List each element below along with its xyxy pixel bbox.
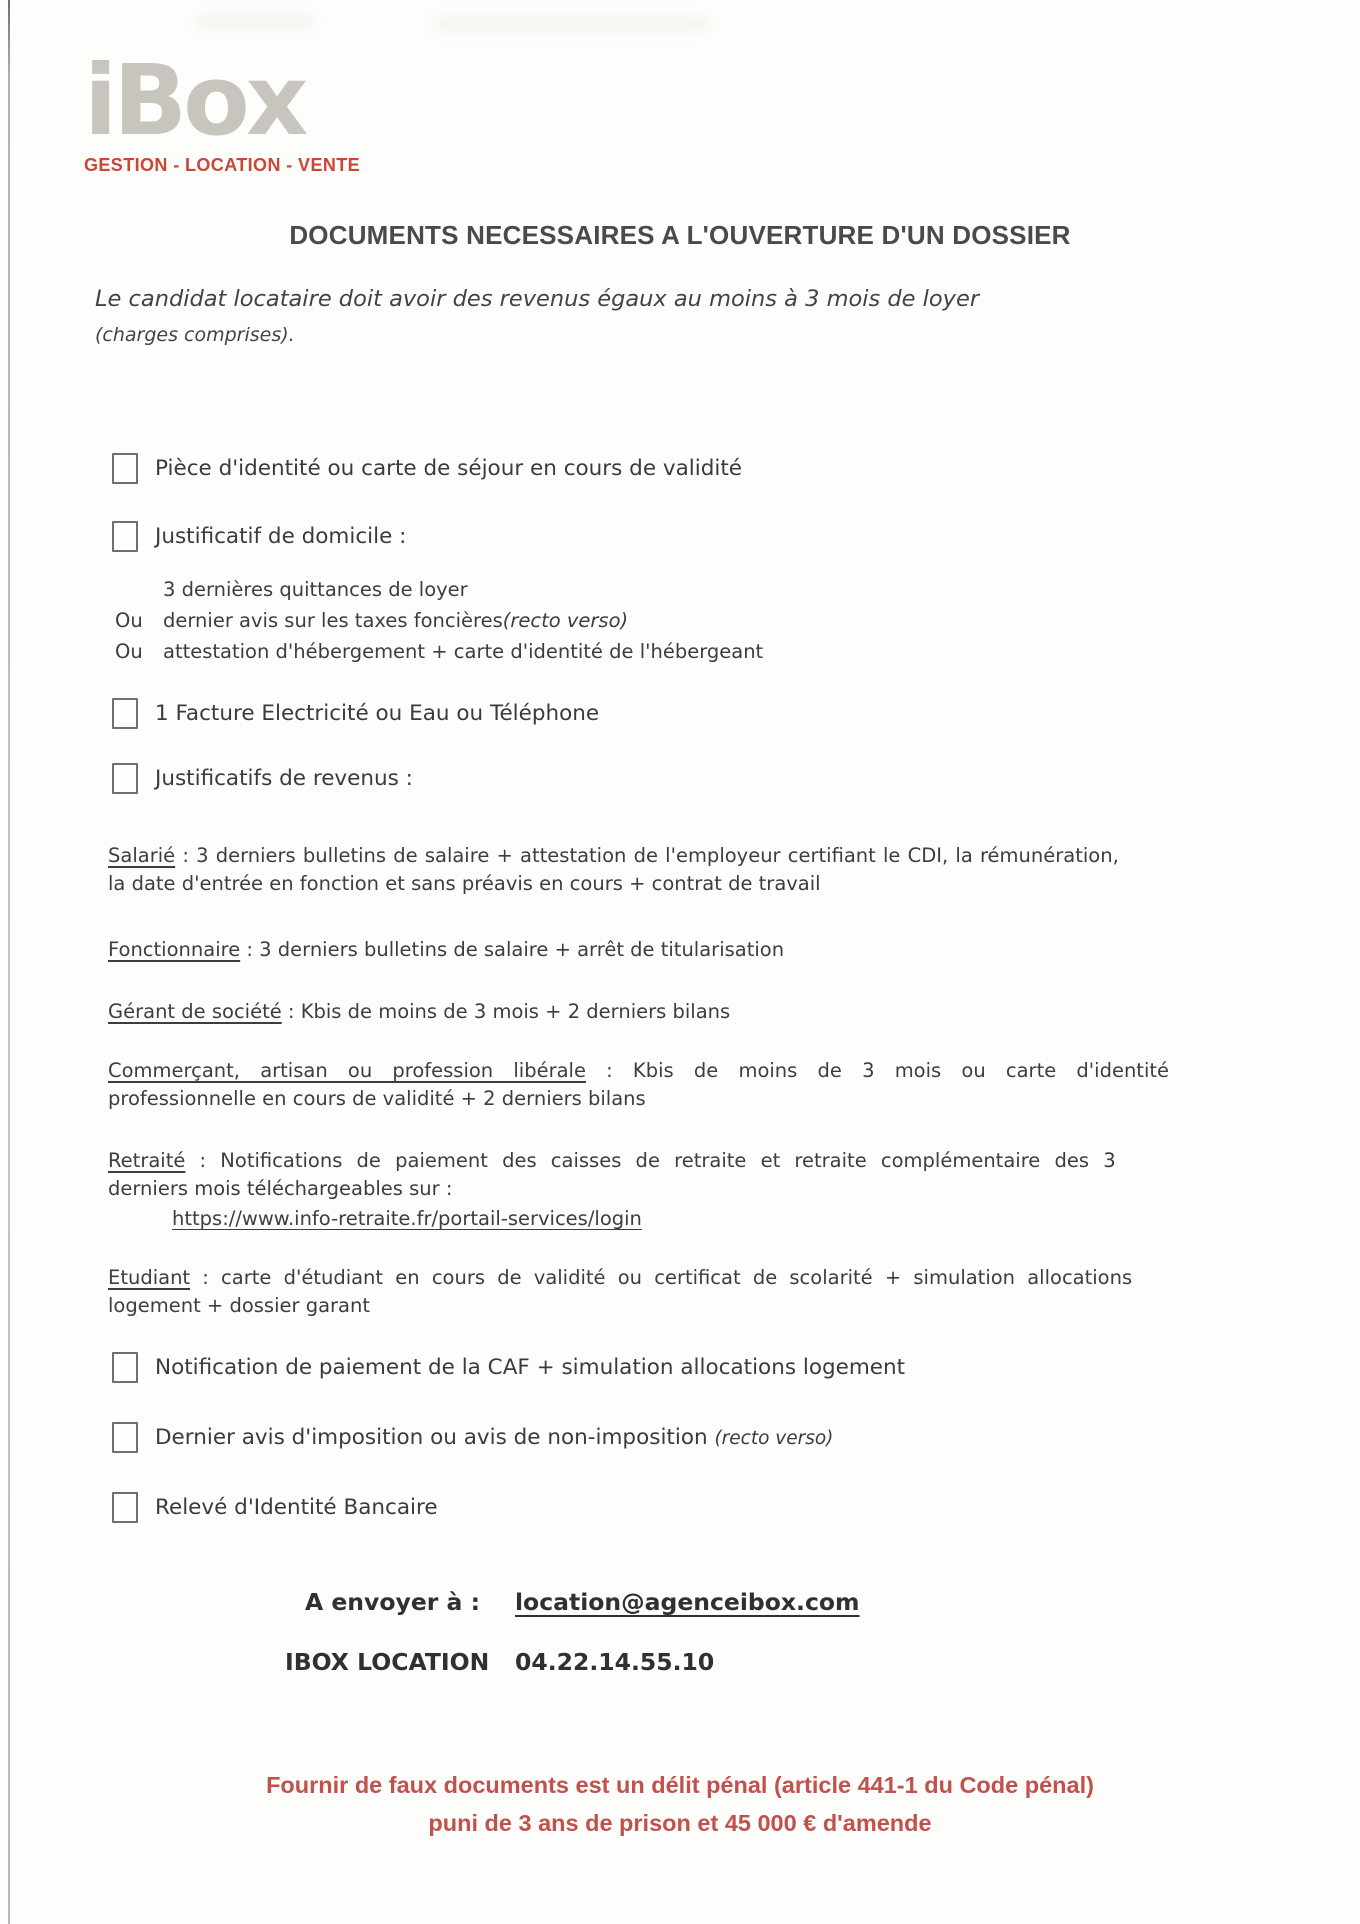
section-lead: Fonctionnaire [108,938,241,961]
section-commercant [108,1057,1288,1113]
section-line [108,1147,1288,1175]
section-etudiant [108,1264,1288,1320]
domicile-option [115,605,763,636]
section-text: : Kbis de moins de 3 mois + 2 derniers bilans [281,1000,731,1023]
legal-warning [0,1766,1360,1842]
agency-contact-row [0,1648,1360,1682]
section-line: professionnelle en cours de validité + 2 derniers bilans [108,1087,646,1110]
agency-phone: 04.22.14.55.10 [515,1648,715,1676]
scan-smudge [430,16,710,32]
section-lead: Retraité [108,1149,186,1172]
checkbox-icon [112,1352,138,1383]
option-text: 3 dernières quittances de loyer [163,578,468,601]
agency-logo [84,44,361,176]
option-italic: (recto verso) [502,609,629,632]
section-line [108,998,1288,1026]
checkbox-icon [112,763,138,794]
warning-line-1: Fournir de faux documents est un délit pénal (article 441-1 du Code pénal) [266,1772,1094,1798]
section-lead: Etudiant [108,1266,191,1289]
checklist-item-piece-identite [112,453,742,484]
section-retraite [108,1147,1288,1233]
section-line [108,1057,1288,1085]
section-lead: Commerçant, artisan ou profession libérale [108,1059,586,1082]
intro-paragraph [95,286,979,346]
option-prefix: Ou [115,640,143,663]
section-text: : carte d'étudiant en cours de validité ou certificat de scolarité + simulation allocations [190,1266,1133,1289]
checklist-label: 1 Facture Electricité ou Eau ou Téléphone [155,701,600,726]
checklist-label [155,1425,833,1450]
agency-name: IBOX LOCATION [285,1648,490,1676]
section-text: : 3 derniers bulletins de salaire + attestation de l'employeur certifiant le CDI, la rémunération, [175,844,1119,867]
option-prefix: Ou [115,609,143,632]
checklist-label-text: Dernier avis d'imposition ou avis de non-imposition [155,1425,715,1450]
scan-smudge [195,14,315,30]
checkbox-icon [112,521,138,552]
retraite-portal-link[interactable]: https://www.info-retraite.fr/portail-services/login [172,1207,642,1230]
intro-line-1: Le candidat locataire doit avoir des revenus égaux au moins à 3 mois de loyer [95,286,980,312]
section-line [108,936,1288,964]
checkbox-icon [112,1492,138,1523]
checklist-label: Pièce d'identité ou carte de séjour en cours de validité [155,456,743,481]
section-line: derniers mois téléchargeables sur : [108,1177,453,1200]
checklist-label-italic: (recto verso) [714,1428,834,1449]
checklist-item-avis-imposition [112,1422,833,1453]
section-fonctionnaire [108,936,1288,964]
section-text: : 3 derniers bulletins de salaire + arrêt de titularisation [240,938,785,961]
section-line [108,1264,1288,1292]
option-text: attestation d'hébergement + carte d'identité de l'hébergeant [163,640,764,663]
checklist-item-justificatif-domicile [112,521,406,552]
section-line: logement + dossier garant [108,1294,371,1317]
domicile-option [115,636,763,667]
checklist-label: Justificatif de domicile : [155,524,407,549]
domicile-option [115,574,763,605]
warning-line-2: puni de 3 ans de prison et 45 000 € d'amende [428,1810,932,1836]
scan-edge-line [8,0,10,1924]
section-line: la date d'entrée en fonction et sans préavis en cours + contrat de travail [108,872,821,895]
checklist-item-rib [112,1492,438,1523]
section-text: : Kbis de moins de 3 mois ou carte d'identité [585,1059,1170,1082]
section-salarie [108,842,1288,898]
checklist-label-text: Relevé d'Identité Bancaire [155,1495,438,1520]
checklist-item-facture [112,698,599,729]
checklist-label [155,1355,905,1380]
checklist-label-text: Notification de paiement de la CAF + simulation allocations logement [155,1355,906,1380]
section-lead: Salarié [108,844,176,867]
section-line [108,842,1288,870]
send-to-label: A envoyer à : [305,1588,480,1616]
send-email-link[interactable]: location@agenceibox.com [515,1588,860,1616]
checklist-label [155,1495,438,1520]
checkbox-icon [112,1422,138,1453]
checklist-label: Justificatifs de revenus : [155,766,413,791]
section-text: : Notifications de paiement des caisses de retraite et retraite complémentaire des 3 [185,1149,1116,1172]
checklist-item-justificatifs-revenus [112,763,413,794]
option-text: dernier avis sur les taxes foncières [163,609,503,632]
domicile-options-list [115,574,763,667]
section-lead: Gérant de société [108,1000,282,1023]
logo-tagline: GESTION - LOCATION - VENTE [84,155,361,175]
checkbox-icon [112,453,138,484]
section-gerant [108,998,1288,1026]
checklist-item-caf [112,1352,905,1383]
intro-line-2: (charges comprises). [95,324,295,346]
option-prefix [115,574,163,605]
page-title: DOCUMENTS NECESSAIRES A L'OUVERTURE D'UN DOSSIER [289,220,1071,250]
section-line [172,1205,1288,1233]
logo-wordmark: iBox [84,44,305,157]
checkbox-icon [112,698,138,729]
send-to-row [0,1588,1360,1622]
